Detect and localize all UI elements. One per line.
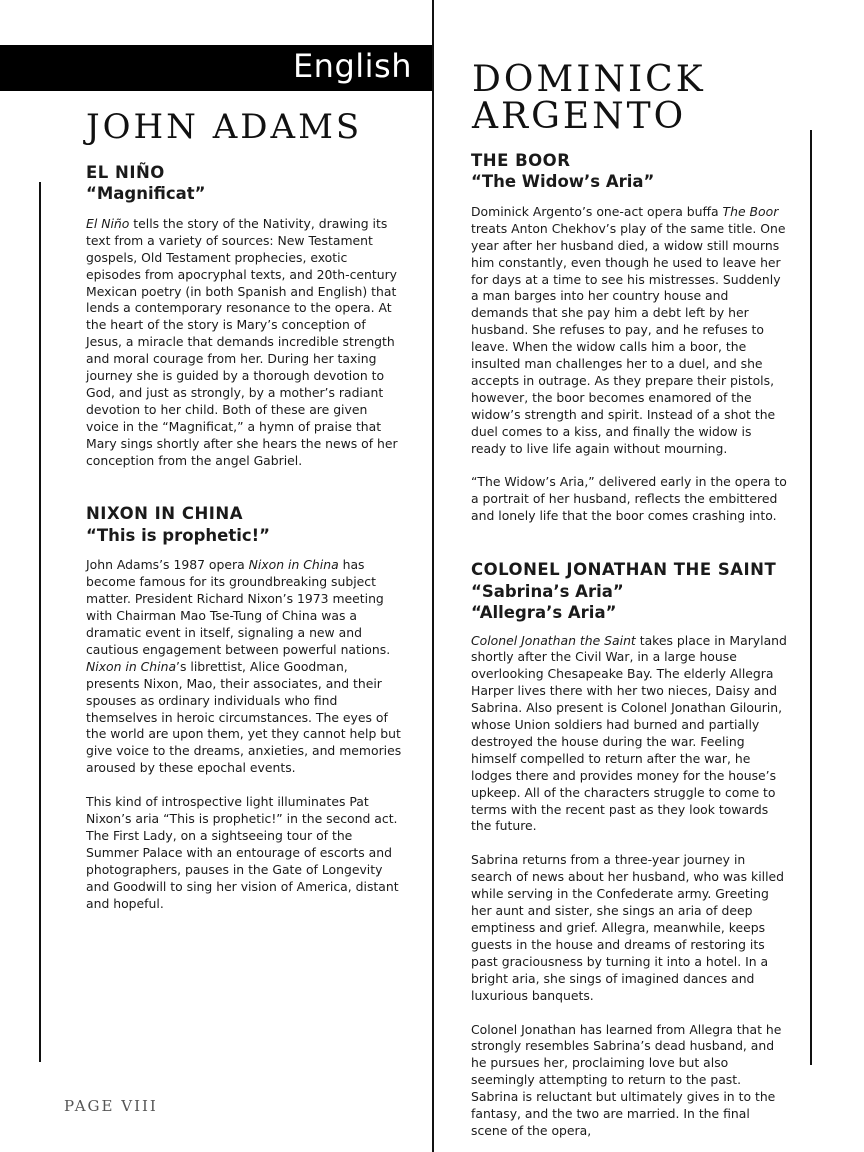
page-number: PAGE VIII	[64, 1097, 158, 1115]
paragraph-colonel-2: Sabrina returns from a three-year journey in search of news about her husband, who was killed while serving in the Confederate army. Greeting her aunt and sister, she sings an aria of deep emptiness and grief. Allegra, meanwhile, keeps guests in the house and dreams of restoring its past graciousness by turning it into a hotel. In a bright aria, she sings of imagined dances and luxurious banquets.	[471, 852, 785, 1003]
aria-title-allegras-aria: “Allegra’s Aria”	[471, 603, 617, 623]
paragraph-el-nino: El Niño tells the story of the Nativity, drawing its text from a variety of sources: New Testament gospels, Old Testament prophecies, exotic episodes from apocryphal texts, and 20th-century Mexican poetry (in both Spanish and English) that lends a contemporary resonance to the opera. At the heart of the story is Mary’s conception of Jesus, a miracle that demands incredible strength and moral courage from her. During her taxing journey she is guided by a thorough devotion to God, and just as strongly, by a mother’s radiant devotion to her child. Both of these are given voice in the “Magnificat,” a hymn of praise that Mary sings shortly after she hears the news of her conception from the angel Gabriel.	[86, 215, 398, 468]
right-column	[471, 150, 787, 1140]
aria-title-magnificat: “Magnificat”	[86, 184, 206, 204]
composer-name-dominick-argento: DOMINICK ARGENTO	[472, 59, 706, 137]
paragraph-boor-2: “The Widow’s Aria,” delivered early in the opera to a portrait of her husband, reflects the embittered and lonely life that the boor comes crashing into.	[471, 474, 787, 524]
italic-title: Colonel Jonathan the Saint	[471, 632, 636, 648]
work-title-el-nino: EL NIÑO	[86, 163, 165, 182]
aria-title-widows-aria: “The Widow’s Aria”	[471, 172, 655, 192]
work-title-colonel-jonathan: COLONEL JONATHAN THE SAINT	[471, 560, 777, 580]
italic-title: Nixon in China	[248, 557, 339, 573]
work-title-the-boor: THE BOOR	[471, 151, 571, 170]
paragraph-nixon-2: This kind of introspective light illuminates Pat Nixon’s aria “This is prophetic!” in the second act. The First Lady, on a sightseeing tour of the Summer Palace with an entourage of escorts and photographers, pauses in the Gate of Longevity and Goodwill to sing her vision of America, distant and hopeful.	[86, 794, 399, 911]
paragraph-colonel-1: Colonel Jonathan the Saint takes place in Maryland shortly after the Civil War, in a large house overlooking Chesapeake Bay. The elderly Allegra Harper lives there with her two nieces, Daisy and Sabrina. Also present is Colonel Jonathan Gilourin, whose Union soldiers had burned and partially destroyed the house during the war. Feeling himself compelled to return after the war, he lodges there and provides money for the house’s upkeep. All of the characters struggle to come to terms with the recent past as they look towards the future.	[471, 632, 787, 834]
right-margin-rule	[810, 130, 812, 1065]
center-divider	[432, 0, 434, 1152]
left-margin-rule	[39, 182, 41, 1062]
italic-title: Nixon in China	[86, 658, 177, 674]
language-label: English	[292, 47, 412, 85]
work-title-nixon-in-china: NIXON IN CHINA	[86, 504, 243, 524]
italic-title: El Niño	[86, 215, 130, 231]
paragraph-boor-1: Dominick Argento’s one-act opera buffa The Boor treats Anton Chekhov’s play of the same title. One year after her husband died, a widow still mourns him constantly, even though he used to leave her for days at a time to see his mistresses. Suddenly a man barges into her country house and demands that she pay him a debt left by her husband. She refuses to pay, and he refuses to leave. When the widow calls him a boor, the insulted man challenges her to a duel, and she accepts in outrage. As they prepare their pistols, however, the boor becomes enamored of the widow’s strength and spirit. Instead of a shot the duel comes to a kiss, and finally the widow is ready to live life again without mourning.	[471, 203, 786, 456]
language-header-bar	[0, 45, 432, 91]
paragraph-colonel-3: Colonel Jonathan has learned from Allegra that he strongly resembles Sabrina’s dead husband, and he pursues her, proclaiming love but also seemingly attempting to return to the past. Sabrina is reluctant but ultimately gives in to the fantasy, and the two are married. In the final scene of the opera,	[471, 1021, 782, 1138]
left-column	[86, 162, 404, 912]
italic-title: The Boor	[722, 203, 779, 219]
aria-title-this-is-prophetic: “This is prophetic!”	[86, 525, 271, 545]
paragraph-nixon-1: John Adams’s 1987 opera Nixon in China has become famous for its groundbreaking subject matter. President Richard Nixon’s 1973 meeting with Chairman Mao Tse-Tung of China was a dramatic event in itself, signaling a new and cautious engagement between powerful nations. Nixon in China’s librettist, Alice Goodman, presents Nixon, Mao, their associates, and their spouses as ordinary individuals who find themselves in heroic circumstances. The eyes of the world are upon them, yet they cannot help but give voice to the dreams, anxieties, and memories aroused by these epochal events.	[86, 557, 402, 776]
composer-name-john-adams: JOHN ADAMS	[86, 107, 363, 147]
aria-title-sabrinas-aria: “Sabrina’s Aria”	[471, 581, 624, 601]
